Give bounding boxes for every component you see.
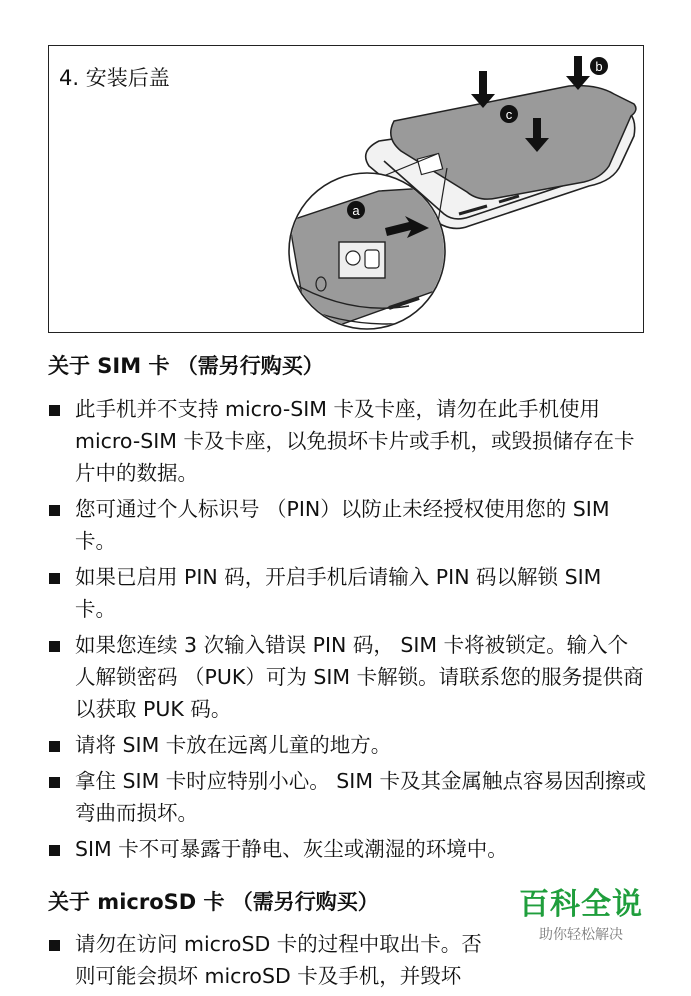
list-item: 您可通过个人标识号 （PIN）以防止未经授权使用您的 SIM 卡。 — [48, 493, 648, 557]
bullet-square-icon — [49, 940, 60, 951]
bullet-square-icon — [49, 505, 60, 516]
sim-section-heading: 关于 SIM 卡 （需另行购买） — [48, 354, 324, 378]
callout-b: b — [595, 59, 603, 74]
list-item: 如果已启用 PIN 码，开启手机后请输入 PIN 码以解锁 SIM 卡。 — [48, 561, 648, 625]
arrow-b-icon — [566, 56, 590, 90]
installation-figure — [48, 45, 644, 333]
bullet-square-icon — [49, 845, 60, 856]
bullet-square-icon — [49, 741, 60, 752]
list-item: 如果您连续 3 次输入错误 PIN 码， SIM 卡将被锁定。输入个人解锁密码 （PUK）可为 SIM 卡解锁。请联系您的服务提供商以获取 PUK 码。 — [48, 629, 648, 725]
bullet-square-icon — [49, 405, 60, 416]
bullet-square-icon — [49, 777, 60, 788]
list-item: SIM 卡不可暴露于静电、灰尘或潮湿的环境中。 — [48, 833, 648, 865]
watermark-title: 百科全说 — [519, 887, 643, 922]
list-item: 拿住 SIM 卡时应特别小心。 SIM 卡及其金属触点容易因刮擦或弯曲而损坏。 — [48, 765, 648, 829]
list-item: 此手机并不支持 micro-SIM 卡及卡座，请勿在此手机使用 micro-SIM 卡及卡座，以免损坏卡片或手机，或毁损储存在卡片中的数据。 — [48, 393, 648, 489]
sim-bullet-list — [48, 393, 648, 869]
step-caption: 4. 安装后盖 — [59, 66, 170, 90]
callout-c: c — [505, 107, 513, 122]
callout-a: a — [352, 203, 360, 218]
watermark-logo — [519, 888, 643, 944]
microsd-section-heading: 关于 microSD 卡 （需另行购买） — [48, 890, 379, 914]
microsd-bullet-list — [48, 928, 488, 996]
list-item: 请勿在访问 microSD 卡的过程中取出卡。否则可能会损坏 microSD 卡及手机，并毁坏 — [48, 928, 488, 992]
phone-back-cover-illustration — [49, 46, 644, 333]
watermark-subtitle: 助你轻松解决 — [539, 927, 623, 943]
bullet-square-icon — [49, 641, 60, 652]
list-item: 请将 SIM 卡放在远离儿童的地方。 — [48, 729, 648, 761]
bullet-square-icon — [49, 573, 60, 584]
